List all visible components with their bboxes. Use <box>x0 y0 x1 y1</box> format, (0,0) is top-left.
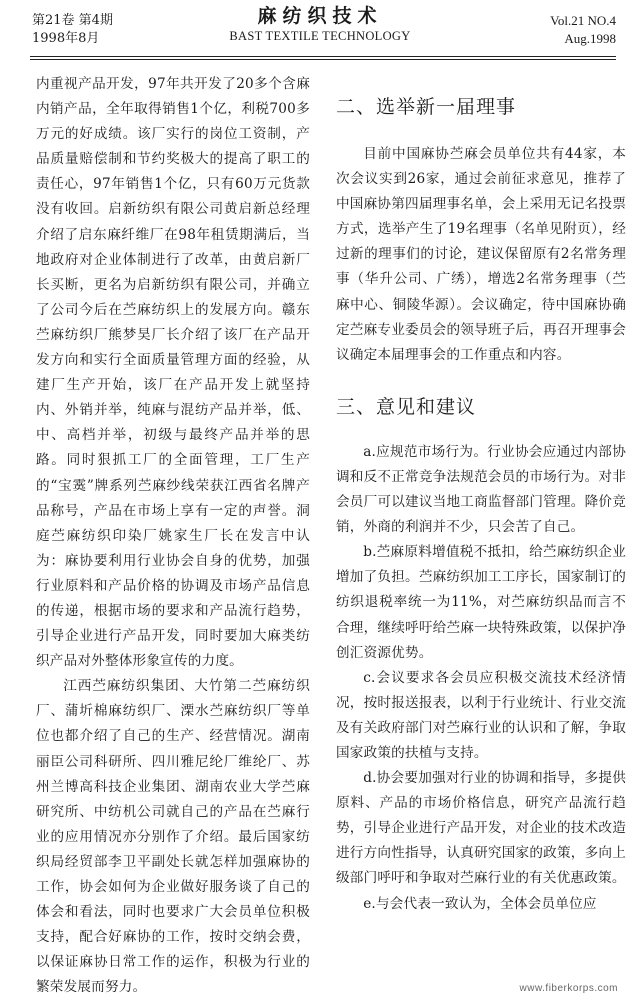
section-heading-election: 二、选举新一届理事 <box>336 96 517 118</box>
issue-info-en <box>550 12 616 48</box>
journal-title-block <box>0 4 640 44</box>
volume-issue-en: Vol.21 NO.4 <box>550 13 616 28</box>
page-header <box>0 0 640 60</box>
header-rule-thick <box>30 56 616 57</box>
journal-title-cn: 麻纺织技术 <box>257 5 383 27</box>
suggestion-c: c.会议要求各会员应积极交流技术经济情况，按时报送报表，以利于行业统计、行业交流及有关政府部门对苎麻行业的认识和了解，争取国家政策的扶植与支持。 <box>336 669 626 761</box>
suggestion-a: a.应规范市场行为。行业协会应通过内部协调和反不正常竞争法规范会员的市场行为。对非会员厂可以建议当地工商监督部门管理。降价竞销，外商的利润并不少，只会苦了自己。 <box>336 443 626 536</box>
header-rule-thin <box>30 59 616 60</box>
suggestion-b: b.苎麻原料增值税不抵扣，给苎麻纺织企业增加了负担。苎麻纺织加工工序长，国家制订的纺织退税率统一为11%，对苎麻纺织品而言不合理，继续呼吁给苎麻一块特殊政策，以保护净创汇资源优势。 <box>336 544 626 661</box>
journal-title-en: BAST TEXTILE TECHNOLOGY <box>229 29 411 43</box>
date-en: Aug.1998 <box>564 31 616 46</box>
suggestion-d: d.协会要加强对行业的协调和指导，多提供原料、产品的市场价格信息，研究产品流行趋势，引导企业进行产品开发，对企业的技术改造进行方向性指导，认真研究国家的政策，多向上级部门呼吁和争取对苎麻行业的有关优惠政策。 <box>336 770 626 887</box>
body-paragraph: 目前中国麻协苎麻会员单位共有44家，本次会议实到26家，通过会前征求意见，推荐了中国麻协第四届理事名单，会上采用无记名投票方式，选举产生了19名理事（名单见附页），经过新的理事们的讨论，建议保留原有2名常务理事（华升公司、广绣），增选2名常务理事（苎麻中心、铜陵华源）。会议确定，待中国麻协确定苎麻专业委员会的领导班子后，再召开理事会议确定本届理事会的工作重点和内容。 <box>336 146 626 363</box>
body-paragraph: 内重视产品开发，97年共开发了20多个含麻内销产品，全年取得销售1个亿，利税700多万元的好成绩。该厂实行的岗位工资制，产品质量赔偿制和节约奖极大的提高了职工的责任心，97年销售1个亿，只有60万元货款没有收回。启新纺织有限公司黄启新总经理介绍了启东麻纤维厂在98年租赁期满后，当地政府对企业体制进行了改革，由黄启新厂长买断，更名为启新纺织有限公司，并确立了公司今后在苎麻纺织上的发展方向。赣东苎麻纺织厂熊梦昊厂长介绍了该厂在产品开发方向和实行全面质量管理方面的经验，从建厂生产开始，该厂在产品开发上就坚持内、外销并举，纯麻与混纺产品并举，低、中、高档并举，初级与最终产品并举的思路。同时狠抓工厂的全面管理，工厂生产的“宝霙”牌系列苎麻纱线荣获江西省名牌产品称号，产品在市场上享有一定的声誉。洞庭苎麻纺织印染厂姚家生厂长在发言中认为：麻协要利用行业协会自身的优势，加强行业原料和产品价格的协调及市场产品信息的传递，根据市场的要求和产品流行趋势，引导企业进行产品开发，同时要加大麻类纺织产品对外整体形象宣传的力度。 <box>36 76 310 670</box>
body-paragraph: 江西苎麻纺织集团、大竹第二苎麻纺织厂、蒲圻棉麻纺织厂、溧水苎麻纺织厂等单位也都介绍了自己的生产、经营情况。湖南丽臣公司科研所、四川雅尼纶厂维纶厂、苏州兰博高科技企业集团、湖南农业大学苎麻研究所、中纺机公司就自己的产品在苎麻行业的应用情况亦分别作了介绍。最后国家纺织局经贸部李卫平副处长就怎样加强麻协的工作，协会如何为企业做好服务谈了自己的体会和看法，同时也要求广大会员单位积极支持，配合好麻协的工作，按时交纳会费，以保证麻协日常工作的运作，积极为行业的繁荣发展而努力。 <box>36 678 310 996</box>
date-cn: 1998年8月 <box>32 31 100 46</box>
right-column <box>336 66 626 917</box>
volume-issue-cn: 第21卷 第4期 <box>32 13 113 28</box>
section-heading-suggestions: 三、意见和建议 <box>336 395 477 418</box>
site-watermark: www.fiberkorps.com <box>519 983 618 994</box>
suggestion-e: e.与会代表一致认为，全体会员单位应 <box>363 895 597 912</box>
left-column <box>36 66 310 1000</box>
